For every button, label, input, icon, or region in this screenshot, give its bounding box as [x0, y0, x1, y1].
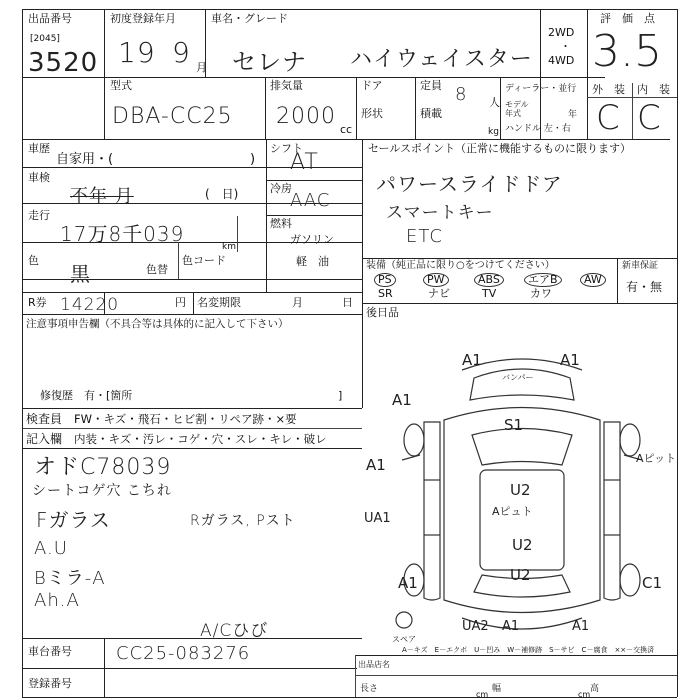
equip-leather: カワ	[530, 287, 552, 300]
note-6: Ah.A	[34, 590, 80, 611]
mark-left-side: UA1	[364, 511, 391, 526]
grade-score-label: 評 価 点	[600, 12, 655, 25]
interior-label: 内 装	[637, 83, 670, 96]
chassis-label: 車台番号	[28, 645, 72, 658]
equip-pw: PW	[423, 273, 449, 287]
recycle-value: 14220	[60, 295, 120, 315]
drive-4wd: 4WD	[548, 54, 575, 67]
month-unit: 月	[196, 61, 207, 74]
mark-bumper-label: バンパー	[502, 373, 534, 382]
lot-number: 3520	[28, 48, 99, 78]
grade-score: 3.5	[592, 26, 662, 77]
name-deadline-label: 名変期限	[197, 296, 241, 309]
shape-label: 形状	[361, 107, 383, 120]
capacity: 8	[455, 84, 468, 105]
chassis-number: CC25-083276	[116, 643, 251, 664]
mileage: 17万8千039	[60, 222, 185, 246]
displacement-label: 排気量	[270, 79, 303, 92]
extra-note-2: A/Cひび	[200, 621, 269, 641]
sales-point-3: ETC	[406, 226, 443, 247]
rear-label: 後日品	[366, 306, 399, 319]
exterior-label: 外 装	[592, 83, 625, 96]
inspection-day: ( 日)	[205, 187, 239, 201]
shift: AT	[290, 150, 319, 175]
interior-checks: 内装・キズ・汚レ・コゲ・穴・スレ・キレ・破レ	[74, 432, 327, 446]
model-year-label: モデル年式	[505, 100, 529, 118]
first-reg-month: 9	[172, 36, 191, 69]
recycle-label: R券	[28, 296, 47, 309]
displacement: 2000	[276, 104, 336, 129]
lot-label: 出品番号	[28, 12, 72, 25]
usage-close: )	[250, 152, 256, 167]
equip-tv: TV	[482, 287, 497, 300]
fuel-label: 燃料	[270, 217, 292, 230]
mark-front-left: A1	[462, 351, 482, 369]
mark-rear-right: A1	[572, 619, 590, 634]
mark-front-right: A1	[560, 351, 580, 369]
sales-point-2: スマートキー	[386, 203, 494, 223]
person-unit: 人	[489, 96, 500, 109]
car-diagram	[362, 330, 677, 650]
equip-navi: ナビ	[428, 287, 450, 300]
repair-label: 修復歴 有・[箇所	[40, 389, 133, 402]
dealer-label: ディーラー・並行	[505, 84, 577, 94]
mark-roof-mid: U2	[512, 536, 533, 554]
inspection-label: 車検	[28, 171, 50, 184]
note-1: オドC78039	[34, 455, 172, 480]
drive-2wd: 2WD	[548, 26, 575, 39]
mark-left-rear: A1	[398, 574, 418, 592]
shift-label: シフト	[270, 142, 303, 155]
mark-right-rear: C1	[642, 574, 663, 592]
load-label: 積載	[420, 107, 442, 120]
fuel-diesel: 軽 油	[296, 255, 329, 268]
capacity-label: 定員	[420, 79, 442, 92]
record-label: 記入欄	[26, 432, 63, 446]
name-deadline-day: 日	[342, 296, 353, 309]
handle-label: ハンドル 左・右	[505, 124, 571, 134]
yen-unit: 円	[175, 296, 186, 309]
new-car-warranty-label: 新車保証	[622, 261, 659, 271]
equip-ps: PS	[374, 273, 396, 287]
usage-label: 車歴	[28, 142, 50, 155]
door-label: ドア	[361, 79, 383, 92]
mark-right-pillar: Aピット	[636, 452, 677, 465]
notes-label: 注意事項申告欄（不具合等は具体的に記入して下さい）	[26, 318, 289, 330]
color: 黒	[70, 262, 91, 286]
note-3: Fガラス	[36, 508, 111, 532]
drive-dot: ・	[560, 40, 571, 53]
equip-airbag: エアB	[524, 273, 562, 287]
year-unit: 年	[568, 110, 578, 120]
lot-sub: [2045]	[30, 34, 60, 44]
equip-abs: ABS	[474, 273, 504, 287]
ac: AAC	[290, 190, 331, 211]
usage-value: 自家用・(	[56, 152, 114, 167]
mileage-label: 走行	[28, 209, 50, 222]
warranty-value: 有・無	[626, 280, 663, 294]
kg-unit: kg	[488, 127, 499, 137]
color-label: 色	[28, 254, 39, 267]
length-label: 長さ	[360, 684, 379, 694]
note-5: Bミラ-A	[34, 568, 106, 589]
height-label: 高	[590, 684, 600, 694]
ac-label: 冷房	[270, 182, 292, 195]
inspector-label: 検査員	[26, 412, 63, 426]
legend: A－キズ E－エクボ U－凹み W－補修跡 S－サビ C－腐食 ××－交換済	[402, 646, 655, 654]
model: DBA-CC25	[112, 104, 233, 129]
mark-pillar: Aピュト	[492, 505, 533, 518]
equip-aw: AW	[580, 273, 606, 287]
width-label: 幅	[492, 684, 502, 694]
color-change-label: 色替	[146, 263, 168, 276]
exterior-score: C	[596, 98, 621, 138]
width-unit: cm	[578, 690, 591, 699]
mark-left-fender: A1	[392, 391, 412, 409]
first-reg-label: 初度登録年月	[110, 12, 176, 25]
length-unit: cm	[476, 690, 489, 699]
fuel-gas: ガソリン	[290, 233, 334, 246]
note-2: シートコゲ穴 こちれ	[32, 483, 172, 499]
first-reg-year: 19	[118, 36, 156, 69]
inspection-value: 不年 月	[70, 186, 134, 207]
exhibitor-label: 出品店名	[358, 660, 390, 669]
mark-spare-label: スペア	[392, 635, 416, 644]
car-name: セレナ	[232, 48, 307, 76]
sales-label: セールスポイント（正常に機能するものに限ります）	[368, 142, 632, 155]
exterior-checks: FW・キズ・飛石・ヒビ割・リペア跡・×要	[74, 412, 297, 426]
grade: ハイウェイスター	[350, 47, 533, 72]
register-label: 登録番号	[28, 677, 72, 690]
interior-score: C	[637, 98, 662, 138]
mark-rear-left: UA2	[462, 619, 489, 634]
repair-close: ]	[338, 389, 343, 402]
note-4: A.U	[34, 538, 68, 559]
name-deadline-month: 月	[292, 296, 303, 309]
km-unit: km	[222, 242, 236, 252]
car-name-label: 車名・グレード	[211, 12, 288, 25]
sales-point-1: パワースライドドア	[376, 172, 563, 196]
cc-unit: cc	[340, 123, 353, 136]
color-code-label: 色コード	[182, 254, 226, 267]
mark-rear-bumper: A1	[502, 619, 520, 634]
equip-sr: SR	[378, 287, 393, 300]
mark-left-door: A1	[366, 456, 386, 474]
extra-note-1: Rガラス, Pスト	[190, 513, 296, 529]
mark-windshield: S1	[504, 416, 524, 434]
model-label: 型式	[110, 79, 132, 92]
equip-label: 装備（純正品に限り○をつけてください）	[366, 260, 555, 271]
mark-roof-front: U2	[510, 481, 531, 499]
mark-roof-rear: U2	[510, 566, 531, 584]
